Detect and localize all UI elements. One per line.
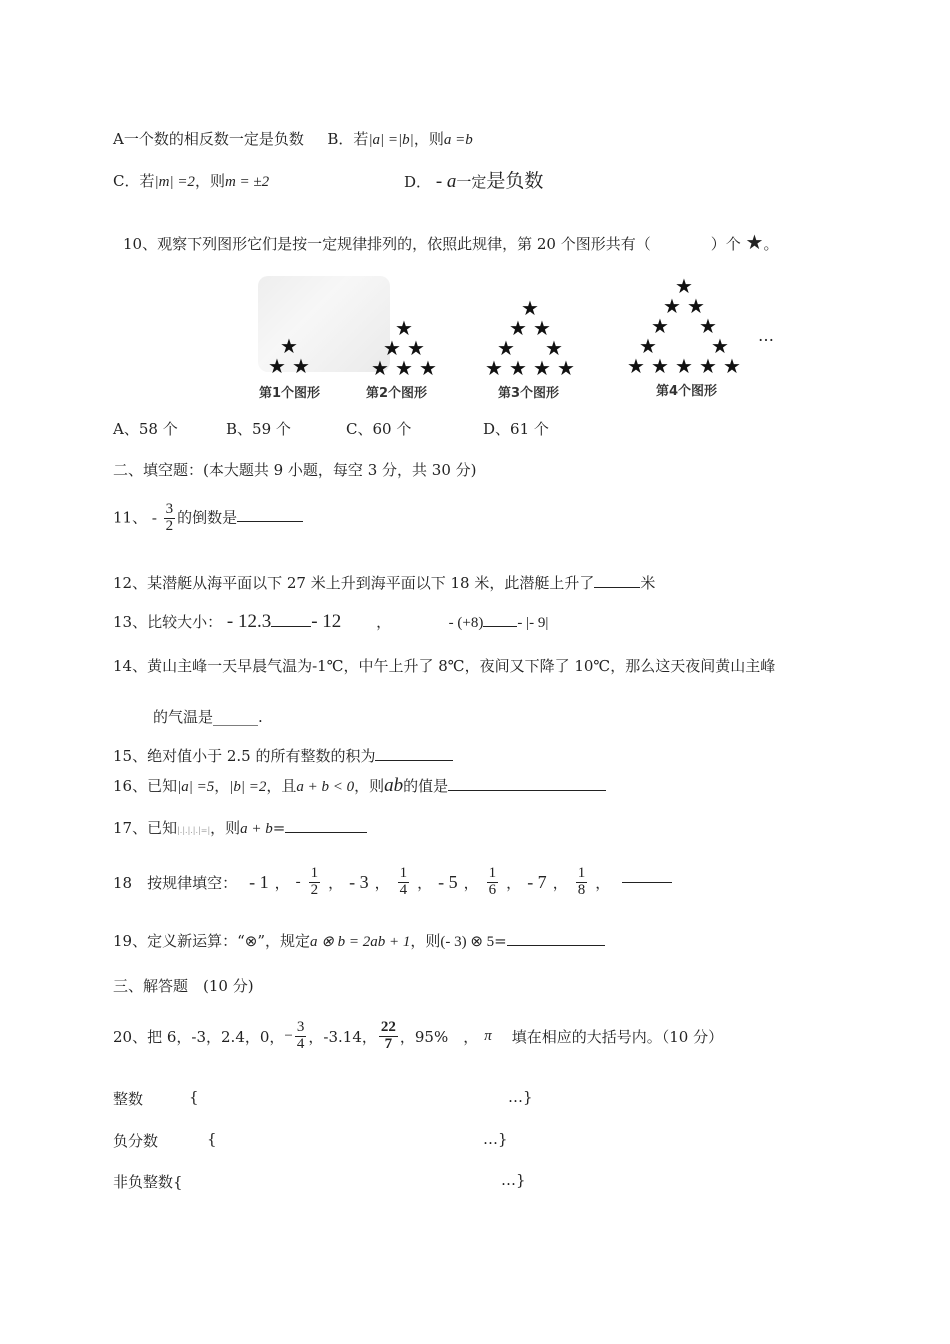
q18-term	[349, 872, 369, 893]
q19-answer-blank[interactable]	[507, 945, 605, 946]
q18-term-denominator: 8	[577, 881, 586, 898]
q17-prefix: 17、已知	[113, 819, 178, 837]
q16-answer-blank[interactable]	[448, 790, 606, 791]
figure-4	[624, 276, 744, 376]
set-negative-fractions-label: 负分数	[113, 1132, 159, 1150]
figure-4-caption: 第4个图形	[656, 384, 718, 399]
q18-term-value: - 7	[527, 871, 547, 892]
q12-text: 12、某潜艇从海平面以下 27 米上升到海平面以下 18 米，此潜艇上升了	[113, 574, 595, 592]
q18-term	[527, 872, 547, 893]
star-icon: ★	[292, 354, 310, 378]
q19-prefix: 19、定义新运算：“	[113, 932, 245, 950]
q13-separator: ，	[376, 613, 392, 631]
q16-prefix: 16、已知	[113, 777, 178, 795]
star-icon: ★	[639, 334, 657, 358]
q16: 16、已知|a| =5，|b| =2，且a + b < 0，则ab的值是	[113, 775, 606, 797]
q19-equals: =	[494, 932, 507, 950]
figure-1-caption: 第1个图形	[259, 386, 321, 401]
q11-numerator: 3	[165, 501, 174, 517]
star-icon: ★	[395, 316, 413, 340]
q18-term	[574, 866, 590, 899]
section-2-heading: 二、填空题：(本大题共 9 小题，每空 3 分，共 30 分)	[113, 461, 477, 479]
q14-answer-blank[interactable]: ______	[213, 708, 259, 726]
q20-fraction-1-denominator: 4	[296, 1035, 305, 1052]
q18-term-sign: -	[295, 873, 301, 890]
q13-expr-3: - (+8)	[448, 615, 484, 631]
q18-separator: ，	[463, 873, 479, 892]
q20-fraction-1	[295, 1020, 307, 1053]
q14-end: .	[258, 708, 263, 726]
q18-text: 18 按规律填空：	[113, 873, 238, 892]
q10-text: 10、观察下列图形它们是按一定规律排列的，依照此规律，第 20 个图形共有（ ）个	[123, 235, 741, 253]
figure-ellipsis: …	[758, 326, 774, 345]
q12-answer-blank[interactable]	[594, 587, 640, 588]
q13-answer-blank-2[interactable]	[483, 626, 517, 627]
q11-text: 的倒数是	[177, 508, 238, 527]
star-icon: ★	[711, 334, 729, 358]
q11-sign: -	[151, 510, 157, 527]
q9-option-c-then: ，则	[194, 172, 225, 190]
q20-pi: π	[484, 1027, 492, 1044]
star-icon: ★	[509, 356, 527, 380]
q10-option-d: D、61 个	[483, 420, 549, 438]
star-icon: ★	[663, 294, 681, 318]
figure-3	[482, 298, 578, 378]
q9-option-b-condition: |a| =|b|	[368, 132, 414, 148]
star-icon: ★	[723, 354, 741, 378]
q9-option-d	[404, 166, 543, 193]
star-icon: ★	[383, 336, 401, 360]
q18-term-fraction	[576, 866, 588, 899]
q19-rule-text: ”，规定	[257, 932, 311, 950]
q10-option-c: C、60 个	[346, 420, 412, 438]
q11-denominator: 2	[165, 517, 174, 534]
q19-then: ，则	[410, 932, 441, 950]
set-nonnegative-integers-label: 非负整数	[113, 1173, 174, 1191]
star-icon: ★	[687, 294, 705, 318]
q13-expr-2: - 12	[311, 611, 342, 632]
q15	[113, 745, 453, 766]
q10-option-b: B、59 个	[226, 420, 291, 438]
star-icon: ★	[651, 354, 669, 378]
q9-option-a	[113, 128, 473, 149]
q19	[113, 930, 605, 951]
set-negative-fractions	[113, 1130, 508, 1151]
q18-term-denominator: 2	[310, 881, 319, 898]
star-icon: ★	[545, 336, 563, 360]
set-nonnegative-integers	[113, 1171, 526, 1192]
q18-term-fraction	[309, 866, 321, 899]
q13-expr-1: - 12.3	[226, 611, 272, 632]
q16-product: ab	[384, 775, 404, 796]
q13-expr-4: - |- 9|	[517, 615, 549, 631]
q18-term-fraction	[398, 866, 410, 899]
star-icon: ★	[627, 354, 645, 378]
q9-option-d-prefix: D．	[404, 173, 432, 191]
q18-separator: ，	[274, 873, 290, 892]
figure-2	[368, 318, 440, 378]
q20-fraction-1-sign: −	[284, 1027, 293, 1044]
set-integers-open-brace: {	[189, 1088, 199, 1106]
q11	[113, 502, 303, 535]
q9-option-d-end: 是负数	[486, 170, 544, 192]
q16-condition-3: a + b < 0	[296, 779, 355, 795]
q11-fraction	[164, 502, 176, 535]
star-icon: ★	[533, 316, 551, 340]
q10-question	[123, 230, 778, 254]
q17-condition: |.|.|.|.|=|	[177, 826, 211, 835]
set-integers-label: 整数	[113, 1090, 144, 1108]
q19-definition: a ⊗ b = 2ab + 1	[310, 934, 411, 950]
q19-calculation: (- 3) ⊗ 5	[440, 934, 495, 950]
q13-text: 13、比较大小：	[113, 613, 223, 631]
q16-condition-1: |a| =5	[177, 779, 215, 795]
q16-then: ，则	[354, 777, 385, 795]
star-icon: ★	[557, 356, 575, 380]
q17-answer-blank[interactable]	[285, 832, 367, 833]
q20-fraction-2-denominator: 7	[384, 1035, 393, 1052]
star-icon: ★	[280, 334, 298, 358]
q18-term-value: - 5	[438, 871, 458, 892]
q17-equals: =	[272, 819, 286, 837]
q16-text: 的值是	[403, 777, 449, 795]
star-icon: ★	[485, 356, 503, 380]
star-icon: ★	[699, 354, 717, 378]
q15-answer-blank[interactable]	[375, 760, 453, 761]
set-integers	[113, 1088, 533, 1109]
q17	[113, 817, 367, 838]
q18-term-value: - 1	[249, 871, 269, 892]
q10-option-a: A、58 个	[113, 420, 178, 438]
figure-1	[264, 336, 314, 376]
q15-text: 15、绝对值小于 2.5 的所有整数的积为	[113, 747, 376, 765]
q18-term-denominator: 6	[488, 881, 497, 898]
star-icon: ★	[371, 356, 389, 380]
star-icon: ★	[533, 356, 551, 380]
star-icon: ★	[407, 336, 425, 360]
star-icon: ★	[497, 336, 515, 360]
q9-option-b-then: ，则	[413, 130, 444, 148]
star-icon: ★	[395, 356, 413, 380]
q20-after: ，95% ，	[399, 1027, 479, 1046]
q9-option-d-mid: 一定	[456, 173, 487, 191]
set-nonnegative-integers-open-brace: {	[173, 1173, 183, 1191]
q18-term-numerator: 1	[399, 865, 408, 881]
figure-3-caption: 第3个图形	[498, 386, 560, 401]
set-negative-fractions-close-brace: …}	[483, 1130, 508, 1148]
q9-option-c-result: m = ±2	[224, 174, 270, 190]
star-icon: ★	[509, 316, 527, 340]
figure-2-caption: 第2个图形	[366, 386, 428, 401]
q18-separator: ，	[417, 873, 433, 892]
q18-term-numerator: 1	[488, 865, 497, 881]
q20-fraction-2	[379, 1020, 398, 1053]
q18-term-numerator: 1	[577, 865, 586, 881]
q9-option-c-prefix: C．若	[113, 172, 155, 190]
star-icon: ★	[699, 314, 717, 338]
q20-fraction-1-numerator: 3	[296, 1019, 305, 1035]
star-icon: ★	[651, 314, 669, 338]
star-icon: ★	[745, 230, 764, 254]
q20-fraction-2-numerator: 22	[380, 1019, 396, 1035]
q18-answer-blank[interactable]	[622, 882, 672, 883]
q18-term-fraction	[487, 866, 499, 899]
q13-answer-blank-1[interactable]	[271, 626, 311, 627]
q18-separator: ，	[328, 873, 344, 892]
q9-option-c	[113, 170, 269, 191]
q20-end: 填在相应的大括号内。（10 分）	[511, 1027, 724, 1046]
q9-option-c-condition: |m| =2	[154, 174, 195, 190]
q16-condition-2: |b| =2	[229, 779, 267, 795]
q20-prefix: 20、把 6，-3，2.4，0，	[113, 1027, 285, 1046]
q9-option-b-prefix: B．若	[327, 130, 369, 148]
q18-term	[396, 866, 412, 899]
q16-and: ，且	[266, 777, 297, 795]
star-icon: ★	[268, 354, 286, 378]
star-icon: ★	[419, 356, 437, 380]
q18-term	[485, 866, 501, 899]
set-negative-fractions-open-brace: {	[207, 1130, 217, 1148]
set-integers-close-brace: …}	[508, 1088, 533, 1106]
q12-unit: 米	[640, 574, 656, 592]
q18-separator: ，	[595, 873, 611, 892]
q14-line-2	[153, 706, 263, 727]
q13	[113, 611, 548, 633]
q12	[113, 572, 655, 593]
q18-separator: ，	[552, 873, 568, 892]
star-icon: ★	[521, 296, 539, 320]
q9-option-d-expr: - a	[435, 171, 457, 192]
q9-option-a-text: A一个数的相反数一定是负数	[113, 130, 304, 148]
q11-number: 11、	[113, 508, 148, 527]
section-3-heading: 三、解答题 (10 分)	[113, 977, 254, 995]
q20	[113, 1020, 723, 1053]
q18-sequence	[249, 866, 616, 899]
q18-term	[438, 872, 458, 893]
q18-term-numerator: 1	[310, 865, 319, 881]
q17-then: ，则	[210, 819, 241, 837]
q10-tail: 。	[763, 235, 779, 253]
q18-term-value: - 3	[349, 871, 369, 892]
q20-middle: ，-3.14，	[308, 1027, 377, 1046]
q18-term	[249, 872, 269, 893]
q9-option-b-result: a =b	[443, 132, 473, 148]
q11-answer-blank[interactable]	[237, 521, 303, 522]
set-nonnegative-integers-close-brace: …}	[501, 1171, 526, 1189]
q18-term-denominator: 4	[399, 881, 408, 898]
q18	[113, 866, 672, 899]
star-icon: ★	[675, 274, 693, 298]
q18-term	[296, 866, 323, 899]
star-icon: ★	[675, 354, 693, 378]
q19-operator: ⊗	[244, 934, 258, 950]
q17-expr: a + b	[240, 821, 273, 837]
q18-separator: ，	[506, 873, 522, 892]
q18-separator: ，	[374, 873, 390, 892]
q14-line-1: 14、黄山主峰一天早晨气温为-1℃，中午上升了 8℃，夜间又下降了 10℃，那么这天夜间黄山主峰	[113, 657, 776, 675]
q14-text: 的气温是	[153, 708, 214, 726]
